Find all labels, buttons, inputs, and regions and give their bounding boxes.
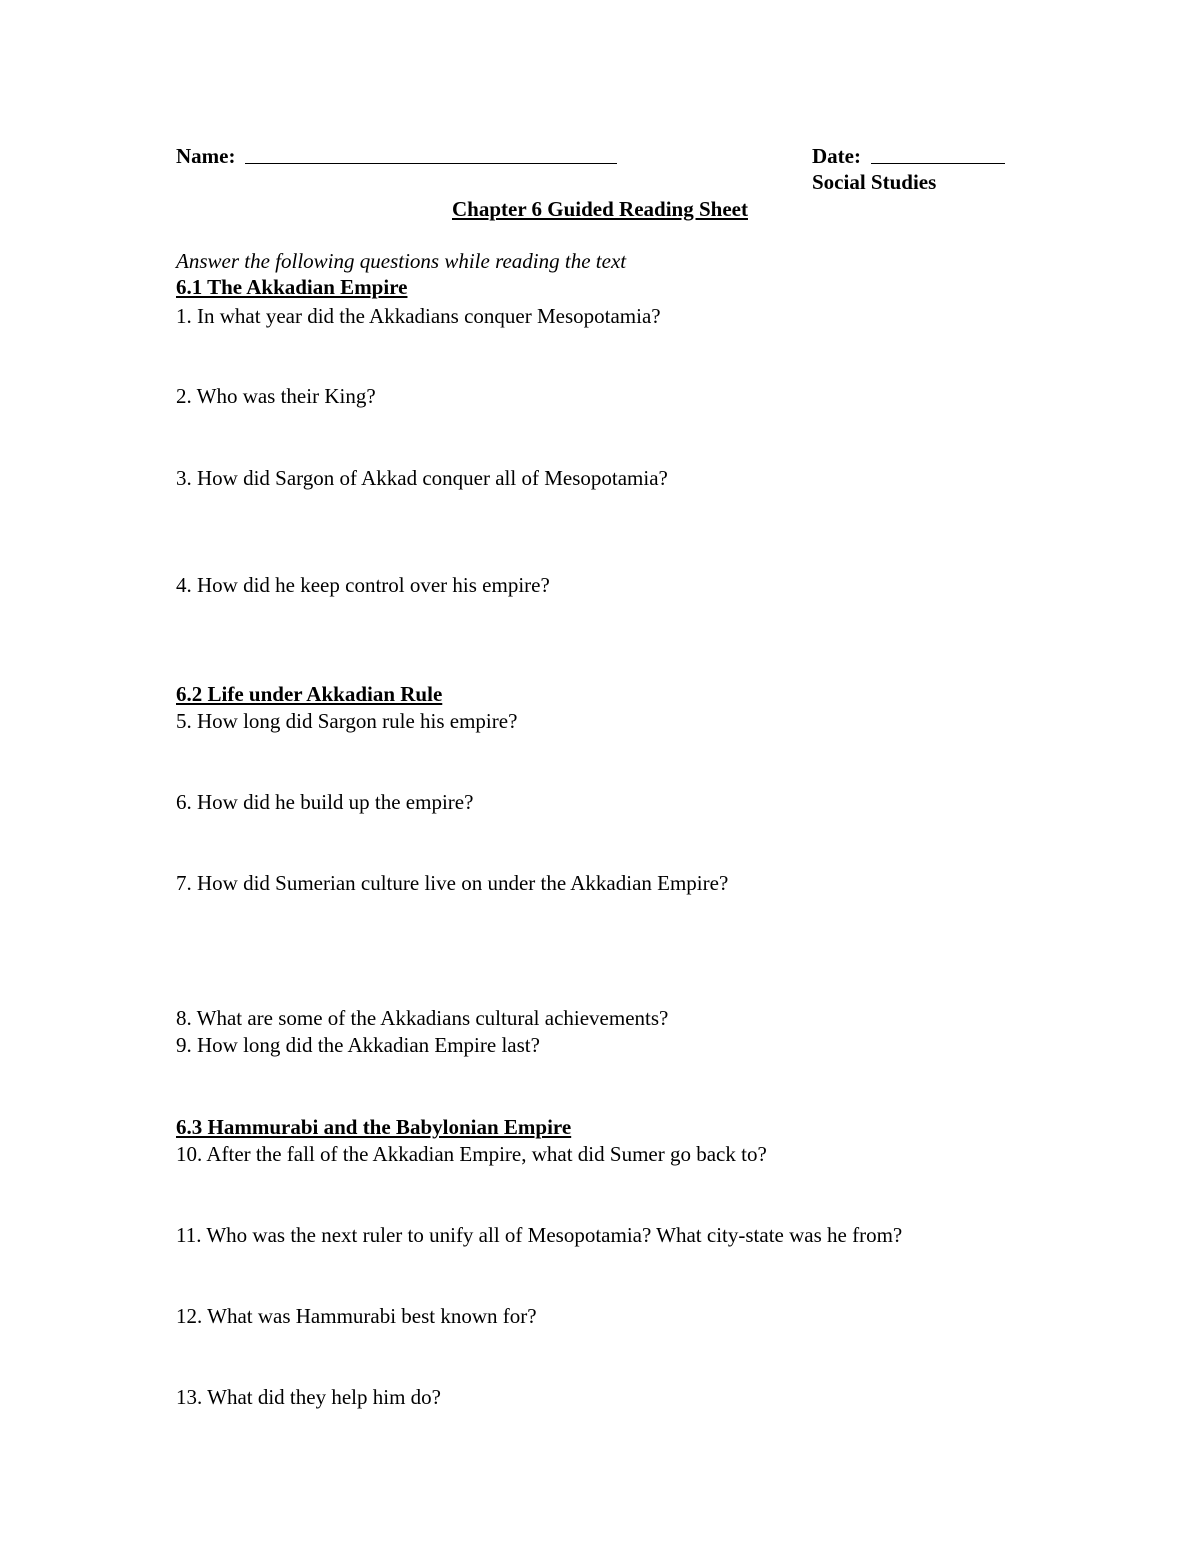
question-12: 12. What was Hammurabi best known for? (176, 1304, 537, 1328)
question-13: 13. What did they help him do? (176, 1385, 441, 1409)
question-2: 2. Who was their King? (176, 384, 376, 408)
section-heading-6-3: 6.3 Hammurabi and the Babylonian Empire (176, 1115, 572, 1139)
question-3: 3. How did Sargon of Akkad conquer all of Mesopotamia? (176, 466, 668, 490)
question-6: 6. How did he build up the empire? (176, 790, 474, 814)
instructions: Answer the following questions while reading the text (176, 249, 627, 273)
question-1: 1. In what year did the Akkadians conquer Mesopotamia? (176, 304, 661, 328)
question-4: 4. How did he keep control over his empire? (176, 573, 550, 597)
subject-label: Social Studies (812, 170, 937, 194)
page-title: Chapter 6 Guided Reading Sheet (452, 197, 748, 221)
section-heading-6-1: 6.1 The Akkadian Empire (176, 275, 408, 299)
name-label: Name: (176, 144, 236, 168)
question-10: 10. After the fall of the Akkadian Empire, what did Sumer go back to? (176, 1142, 767, 1166)
question-7: 7. How did Sumerian culture live on under the Akkadian Empire? (176, 871, 729, 895)
section-heading-6-2: 6.2 Life under Akkadian Rule (176, 682, 443, 706)
name-blank-line[interactable] (245, 163, 617, 164)
question-8: 8. What are some of the Akkadians cultural achievements? (176, 1006, 669, 1030)
question-11: 11. Who was the next ruler to unify all of Mesopotamia? What city-state was he from? (176, 1223, 903, 1247)
date-label: Date: (812, 144, 861, 168)
date-blank-line[interactable] (871, 163, 1005, 164)
question-9: 9. How long did the Akkadian Empire last? (176, 1033, 540, 1057)
question-5: 5. How long did Sargon rule his empire? (176, 709, 518, 733)
